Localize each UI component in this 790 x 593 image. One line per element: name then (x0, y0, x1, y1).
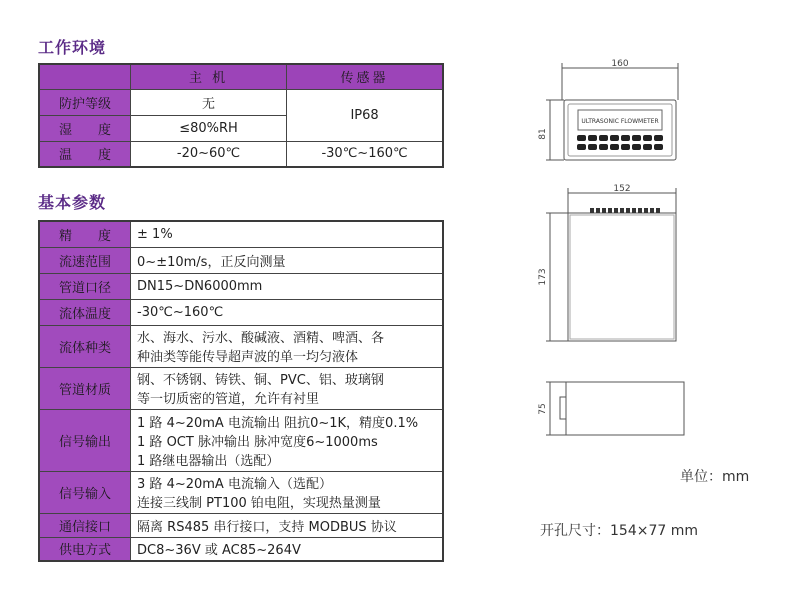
keypad-key (610, 144, 619, 150)
keypad-key (621, 135, 630, 141)
env-title: 工作环境 (38, 38, 107, 57)
keypad-key (577, 135, 586, 141)
env-header-sensor: 传感器 (287, 64, 443, 89)
env-row-host: -20~60℃ (130, 141, 286, 167)
keypad-key (632, 135, 641, 141)
params-row-value: 1 路 4~20mA 电流输出 阻抗0~1K，精度0.1% 1 路 OCT 脉冲输出 脉冲宽度6~1000ms 1 路继电器输出（选配） (131, 409, 443, 471)
env-row-sensor: -30℃~160℃ (287, 141, 443, 167)
params-row-label: 管道口径 (39, 273, 131, 299)
keypad-key (610, 135, 619, 141)
terminal-pin (644, 208, 648, 213)
terminal-strip (590, 208, 660, 213)
params-row-label: 流速范围 (39, 247, 131, 273)
top-width-label: 152 (613, 184, 631, 194)
params-row-label: 供电方式 (39, 537, 131, 561)
params-row-value: 钢、不锈钢、铸铁、铜、PVC、铝、玻璃钢 等一切质密的管道，允许有衬里 (131, 367, 443, 409)
keypad-key (654, 144, 663, 150)
unit-label: 单位：mm (680, 469, 750, 485)
keypad-key (643, 135, 652, 141)
params-row-value: 隔离 RS485 串行接口，支持 MODBUS 协议 (131, 513, 443, 537)
params-row-value: ± 1% (131, 221, 443, 247)
params-row-label: 信号输出 (39, 409, 131, 471)
params-row-value: 水、海水、污水、酸碱液、酒精、啤酒、各 种油类等能传导超声波的单一均匀液体 (131, 325, 443, 367)
top-view-body (568, 213, 676, 341)
env-row-sensor: IP68 (287, 89, 443, 141)
params-row-label: 通信接口 (39, 513, 131, 537)
params-row-label: 流体种类 (39, 325, 131, 367)
terminal-pin (626, 208, 630, 213)
terminal-pin (590, 208, 594, 213)
params-row-label: 精 度 (39, 221, 131, 247)
keypad-key (588, 135, 597, 141)
top-height-label: 173 (538, 268, 548, 286)
params-row-label: 流体温度 (39, 299, 131, 325)
params-row-value: DN15~DN6000mm (131, 273, 443, 299)
brand-text: ULTRASONIC FLOWMETER (581, 118, 659, 125)
env-table (38, 63, 444, 168)
dimension-drawing (520, 55, 770, 455)
env-row-host: ≤80%RH (130, 115, 286, 141)
cutout-label: 开孔尺寸：154×77 mm (540, 523, 698, 539)
params-row-label: 管道材质 (39, 367, 131, 409)
terminal-pin (608, 208, 612, 213)
env-row-label: 防护等级 (39, 89, 130, 115)
env-header-host: 主 机 (130, 64, 286, 89)
terminal-pin (632, 208, 636, 213)
terminal-pin (650, 208, 654, 213)
terminal-pin (596, 208, 600, 213)
terminal-pin (638, 208, 642, 213)
keypad-key (643, 144, 652, 150)
params-row-value: DC8~36V 或 AC85~264V (131, 537, 443, 561)
params-row-label: 信号输入 (39, 471, 131, 513)
params-title: 基本参数 (38, 193, 107, 212)
params-table (38, 220, 444, 562)
env-row-label: 温 度 (39, 141, 130, 167)
terminal-pin (620, 208, 624, 213)
keypad-key (621, 144, 630, 150)
keypad-key (599, 144, 608, 150)
terminal-pin (656, 208, 660, 213)
terminal-pin (602, 208, 606, 213)
front-width-label: 160 (611, 59, 629, 69)
params-row-value: 0~±10m/s，正反向测量 (131, 247, 443, 273)
keypad-key (632, 144, 641, 150)
side-view-body (566, 382, 684, 435)
env-row-label: 湿 度 (39, 115, 130, 141)
env-header-blank (39, 64, 130, 89)
keypad-key (588, 144, 597, 150)
env-row-host: 无 (130, 89, 286, 115)
front-height-label: 81 (538, 128, 548, 140)
keypad-key (577, 144, 586, 150)
keypad-key (654, 135, 663, 141)
keypad-buttons (577, 135, 663, 150)
terminal-pin (614, 208, 618, 213)
keypad-key (599, 135, 608, 141)
params-row-value: 3 路 4~20mA 电流输入（选配） 连接三线制 PT100 铂电阻，实现热量测量 (131, 471, 443, 513)
params-row-value: -30℃~160℃ (131, 299, 443, 325)
side-height-label: 75 (538, 403, 548, 415)
